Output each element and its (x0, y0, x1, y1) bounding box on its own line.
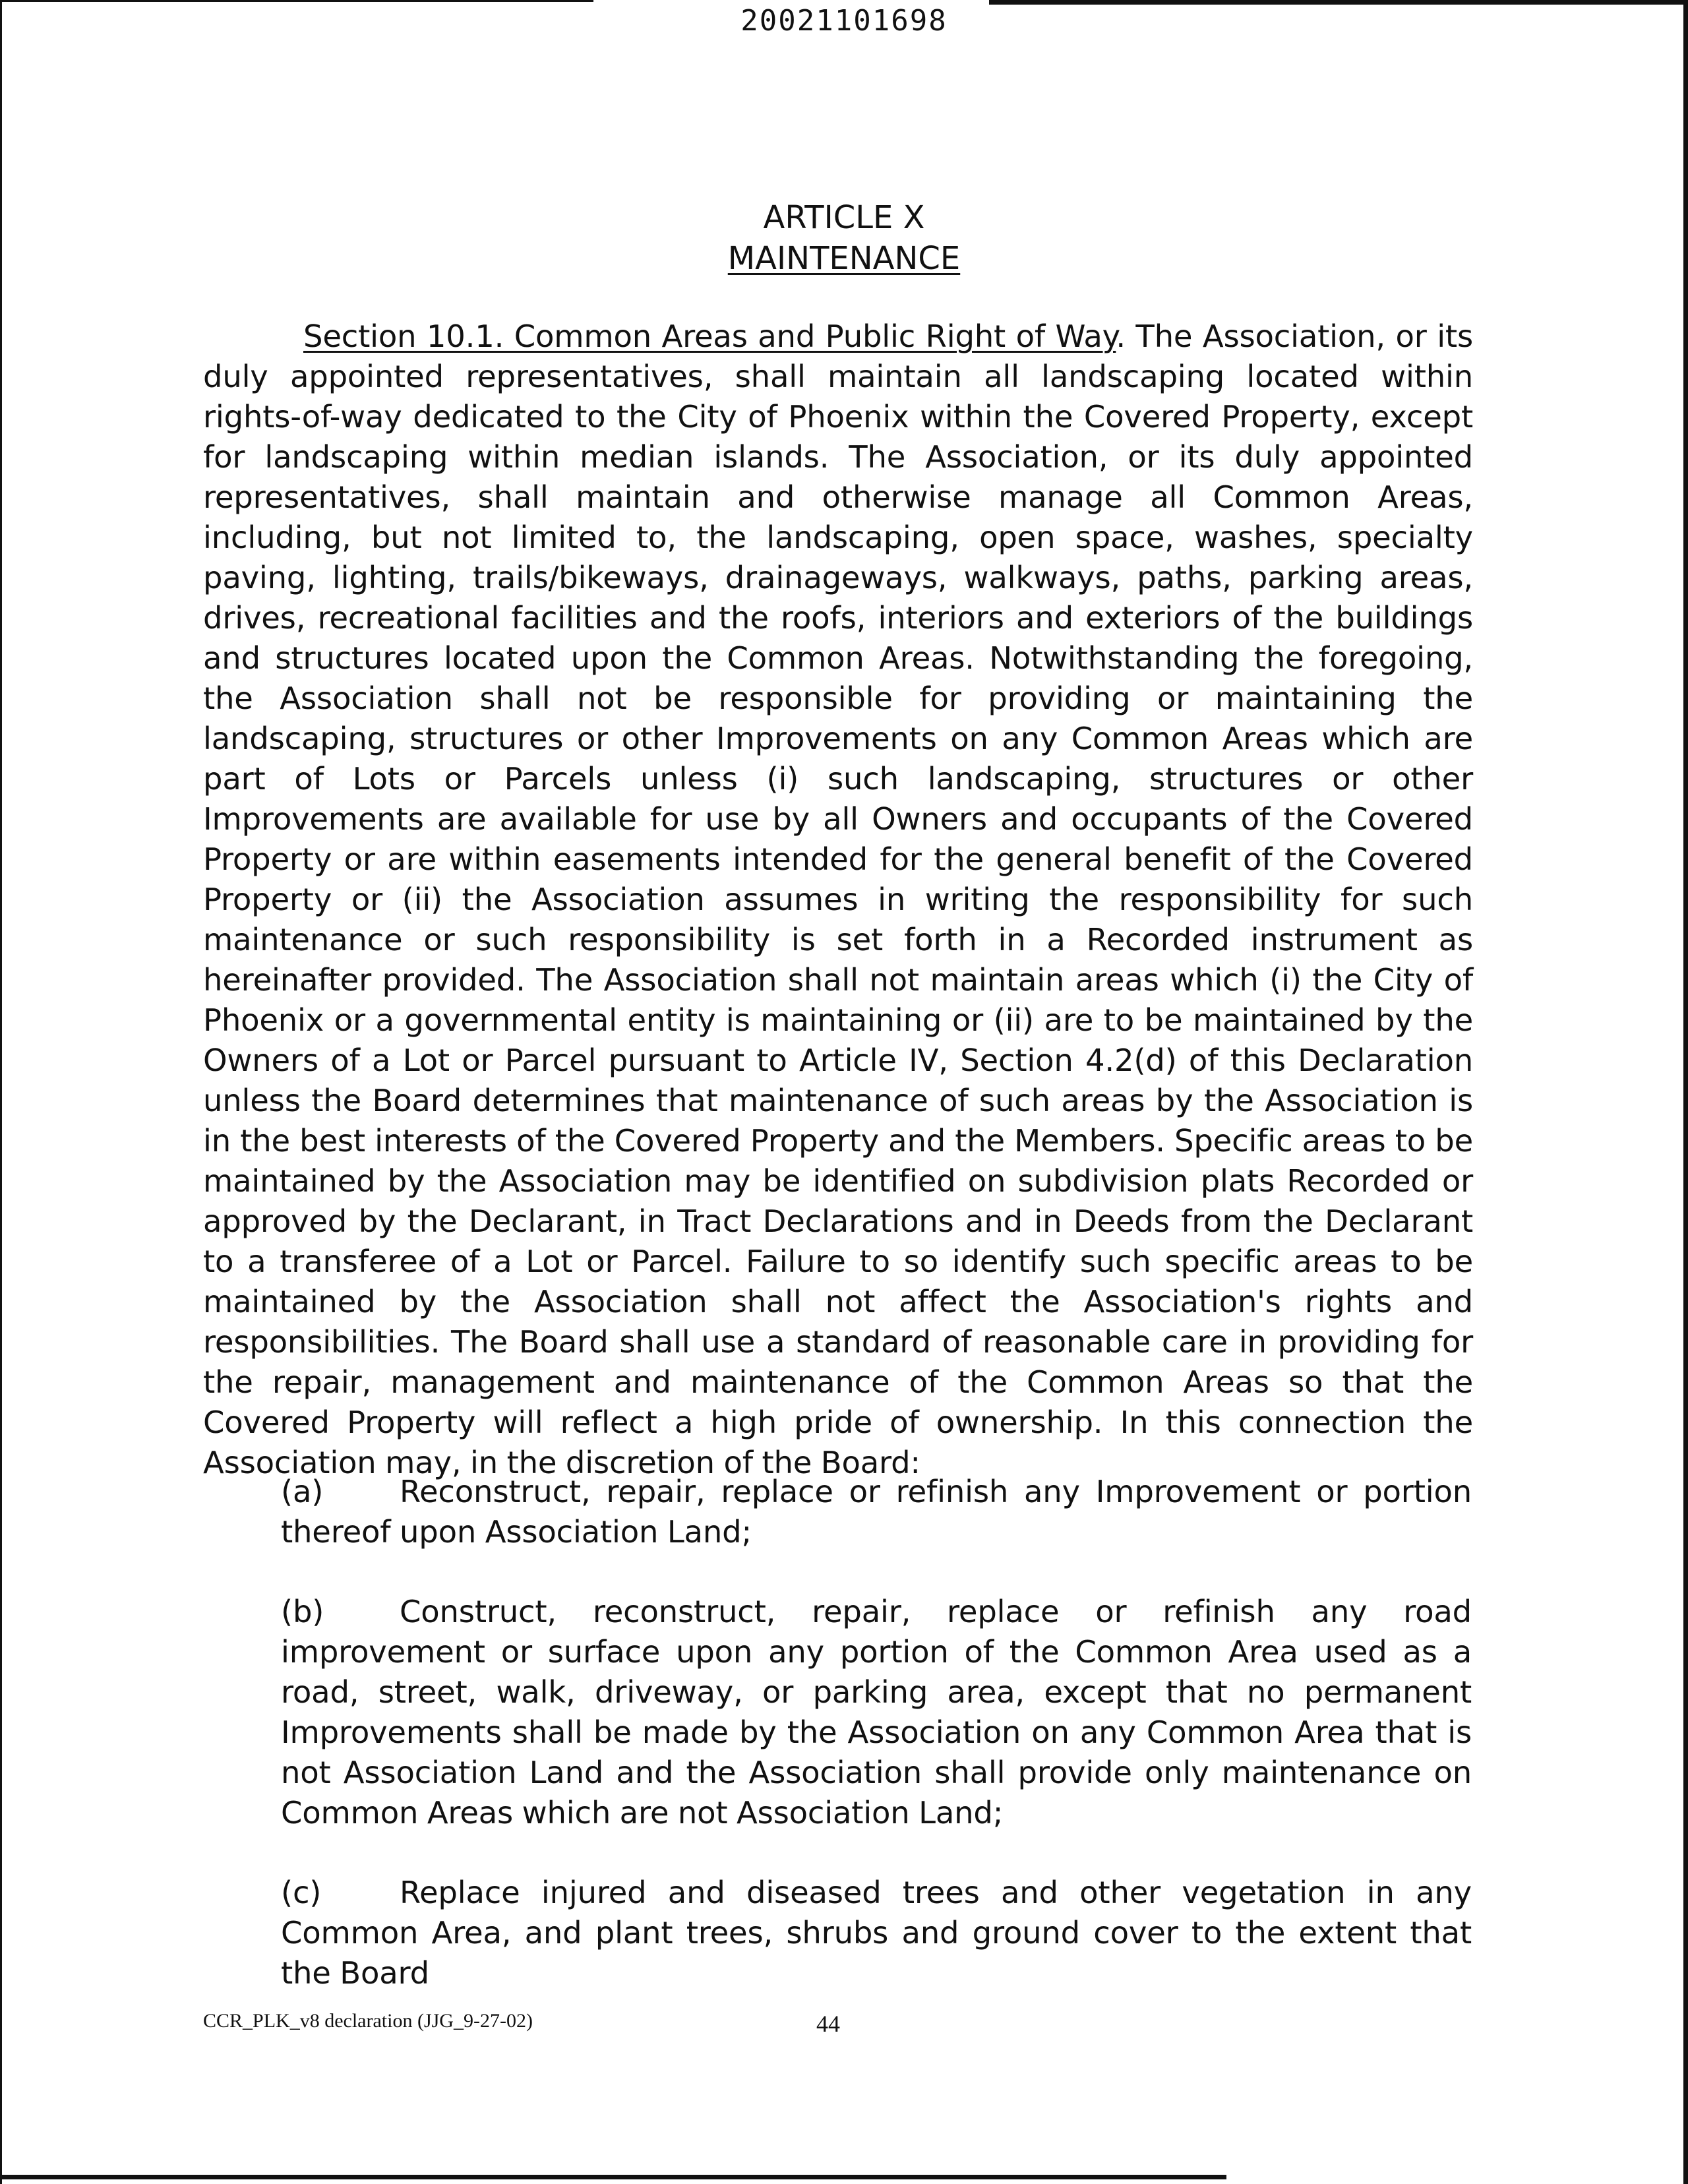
item-label: (b) (281, 1594, 324, 1629)
document-number: 20021101698 (740, 4, 948, 38)
item-text: Reconstruct, repair, replace or refinish any Improvement or portion thereof upon Association Land; (281, 1474, 1472, 1550)
item-text: Construct, reconstruct, repair, replace or refinish any road improvement or surface upon any portion of the Common Area used as a road, street, walk, driveway, or parking area, except that no permanent Improvements shall be made by the Association on any Common Area that is not Association Land and the Association shall provide only maintenance on Common Areas which are not Association Land; (281, 1594, 1472, 1831)
scan-bottom-rule (0, 2175, 1226, 2179)
list-item (281, 1472, 1472, 1552)
page-number: 44 (816, 2011, 840, 2037)
item-label: (c) (281, 1875, 322, 1910)
article-number: ARTICLE X (763, 199, 925, 236)
item-label: (a) (281, 1474, 324, 1509)
footer-file-reference: CCR_PLK_v8 declaration (JJG_9-27-02) (203, 2010, 533, 2032)
section-10-1-paragraph (203, 317, 1473, 1483)
section-title: Section 10.1. Common Areas and Public Right of Way (303, 318, 1116, 354)
list-item (281, 1592, 1472, 1833)
scan-right-edge (1683, 0, 1688, 2184)
section-body: . The Association, or its duly appointed representatives, shall maintain all landscaping located within rights-of-way dedicated to the City of Phoenix within the Covered Property, except for landscaping within median islands. The Association, or its duly appointed representatives, shall maintain and otherwise manage all Common Areas, including, but not limited to, the landscaping, open space, washes, specialty paving, lighting, trails/bikeways, drainageways, walkways, paths, parking areas, drives, recreational facilities and the roofs, interiors and exteriors of the buildings and structures located upon the Common Areas. Notwithstanding the foregoing, the Association shall not be responsible for providing or maintaining the landscaping, structures or other Improvements on any Common Areas which are part of Lots or Parcels unless (i) such landscaping, structures or other Improvements are available for use by all Owners and occupants of the Covered Property or are within easements intended for the general benefit of the Covered Property or (ii) the Association assumes in writing the responsibility for such maintenance or such responsibility is set forth in a Recorded instrument as hereinafter provided. The Association shall not maintain areas which (i) the City of Phoenix or a governmental entity is maintaining or (ii) are to be maintained by the Owners of a Lot or Parcel pursuant to Article IV, Section 4.2(d) of this Declaration unless the Board determines that maintenance of such areas by the Association is in the best interests of the Covered Property and the Members. Specific areas to be maintained by the Association may be identified on subdivision plats Recorded or approved by the Declarant, in Tract Declarations and in Deeds from the Declarant to a transferee of a Lot or Parcel. Failure to so identify such specific areas to be maintained by the Association shall not affect the Association's rights and responsibilities. The Board shall use a standard of reasonable care in providing for the repair, management and maintenance of the Common Areas so that the Covered Property will reflect a high pride of ownership. In this connection the Association may, in the discretion of the Board: (203, 318, 1473, 1480)
scan-top-rule-left (0, 0, 593, 2)
scan-left-edge (0, 0, 2, 2184)
list-item (281, 1873, 1472, 1993)
article-title: MAINTENANCE (727, 240, 961, 277)
item-text: Replace injured and diseased trees and other vegetation in any Common Area, and plant trees, shrubs and ground cover to the extent that the Board (281, 1875, 1472, 1991)
